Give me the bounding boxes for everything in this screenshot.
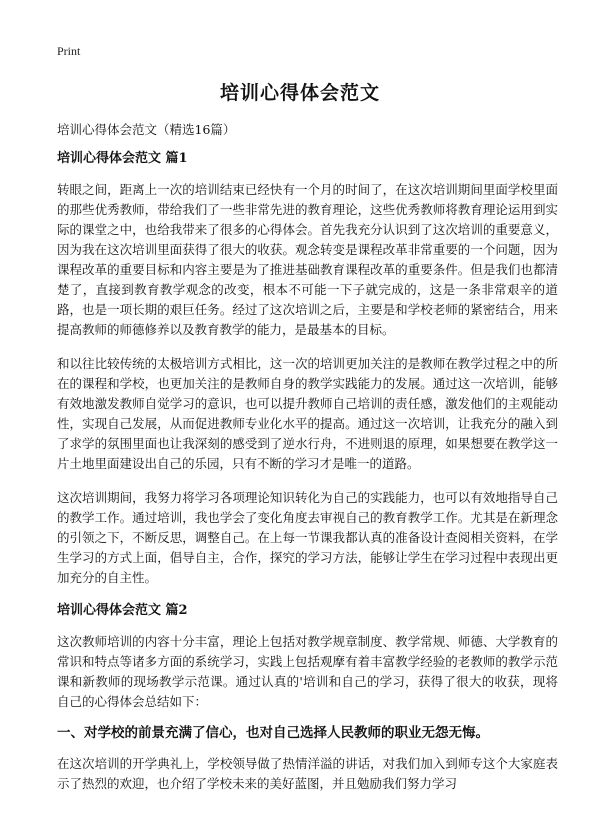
- paragraph: 这次教师培训的内容十分丰富，理论上包括对教学规章制度、教学常规、师德、大学教育的常识和特点等诸多方面的系统学习，实践上包括观摩有着丰富教学经验的老教师的教学示范课和新教师的现场教学示范课。通过认真的'培训和自己的学习，获得了很大的收获，现将自己的心得体会总结如下：: [57, 634, 558, 709]
- paragraph: 在这次培训的开学典礼上，学校领导做了热情洋溢的讲话，对我们加入到师专这个大家庭表示了热烈的欢迎，也介绍了学校未来的美好蓝图，并且勉励我们努力学习: [57, 756, 558, 791]
- section-heading-1: 培训心得体会范文 篇1: [57, 151, 188, 166]
- paragraph: 这次培训期间，我努力将学习各项理论知识转化为自己的实践能力，也可以有效地指导自己的教学工作。通过培训，我也学会了变化角度去审视自己的教育教学工作。尤其是在新理念的引领之下，不断反思，调整自己。在上每一节课我都认真的准备设计查阅相关资料，在学生学习的方式上面，倡导自主，合作，探究的学习方法，能够让学生在学习过程中表现出更加充分的自主性。: [57, 490, 558, 585]
- document-body: [57, 150, 558, 808]
- page-title: 培训心得体会范文: [219, 82, 380, 104]
- section-heading-2: 培训心得体会范文 篇2: [57, 603, 188, 618]
- paragraph: 和以往比较传统的太极培训方式相比，这一次的培训更加关注的是教师在教学过程之中的所在的课程和学校，也更加关注的是教师自身的教学实践能力的发展。通过这一次培训，能够有效地激发教师自觉学习的意识，也可以提升教师自己培训的责任感，激发他们的主观能动性，实现自己发展，从而促进教师专业化水平的提高。通过这一次培训，让我充分的融入到了求学的氛围里面也让我深刻的感受到了逆水行舟，不进则退的原理，如果想要在教学这一片土地里面建设出自己的乐园，只有不断的学习才是唯一的道路。: [57, 356, 558, 471]
- subheading: 一、对学校的前景充满了信心，也对自己选择人民教师的职业无怨无悔。: [57, 725, 489, 741]
- paragraph: 转眼之间，距离上一次的培训结束已经快有一个月的时间了，在这次培训期间里面学校里面的那些优秀教师，带给我们了一些非常先进的教育理论，这些优秀教师将教育理论运用到实际的课堂之中，也给我带来了很多的心得体会。首先我充分认识到了这次培训的重要意义，因为我在这次培训里面获得了很大的收获。观念转变是课程改革非常重要的一个问题，因为课程改革的重要目标和内容主要是为了推进基础教育课程改革的重要条件。但是我们也都清楚了，直接到教育教学观念的改变，根本不可能一下子就完成的，这是一条非常艰辛的道路，也是一项长期的艰巨任务。经过了这次培训之后，主要是和学校老师的紧密结合，用来提高教师的师德修养以及教育教学的能力，是最基本的目标。: [57, 182, 558, 337]
- print-link[interactable]: Print: [57, 44, 81, 58]
- document-subtitle: 培训心得体会范文（精选16篇）: [57, 122, 236, 137]
